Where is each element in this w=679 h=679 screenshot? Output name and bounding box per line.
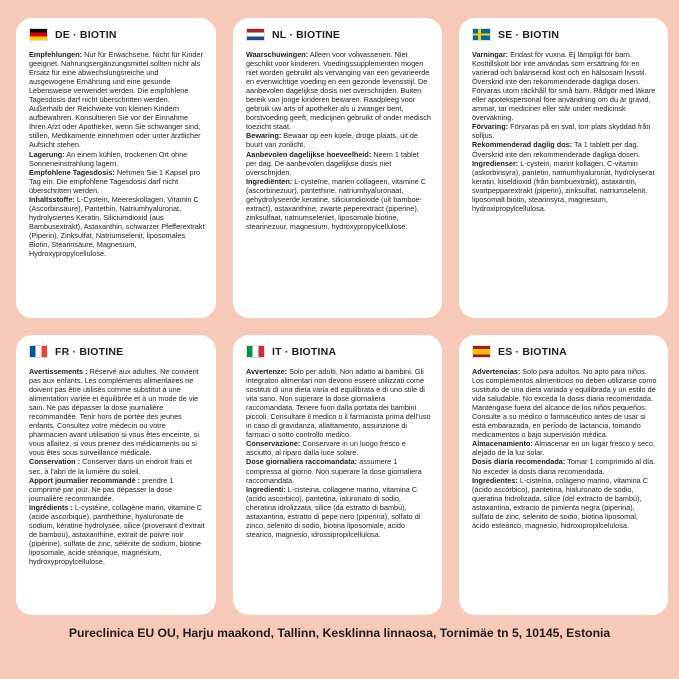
section-dosage	[29, 476, 205, 503]
section-label: Ingrediënten:	[246, 176, 293, 186]
section-label: Förvaring:	[472, 122, 509, 132]
manufacturer-address: Pureclinica EU OU, Harju maakond, Tallinn, Kesklinna linnaosa, Tornimäe tn 5, 10145, Estonia	[68, 626, 611, 640]
section-storage	[29, 457, 205, 475]
card-se	[459, 18, 668, 318]
section-text: Nehmen Sie 1 Kapsel pro Tag ein. Die empfohlene Tagesdosis darf nicht überschritten werden.	[29, 167, 201, 195]
section-storage	[246, 439, 431, 457]
card-header	[29, 28, 205, 41]
section-text: An einem kühlen, trockenen Ort ohne Sonneneinstrahlung lagern.	[29, 149, 188, 168]
section-label: Empfehlungen:	[29, 50, 83, 59]
card-title: NL · BIOTINE	[272, 28, 341, 41]
section-dosage	[246, 457, 431, 484]
section-label: Conservazione:	[246, 439, 301, 449]
sweden-flag-icon	[472, 28, 491, 41]
section-text: Conserver dans un endroit frais et sec, à l’abri de la lumière du soleil.	[29, 457, 193, 476]
label-grid	[16, 18, 666, 614]
section-storage	[472, 439, 657, 457]
section-dosage	[472, 457, 657, 475]
section-warnings	[29, 367, 205, 457]
section-label: Bewaring:	[246, 131, 282, 141]
section-warnings	[29, 50, 205, 150]
section-label: Waarschuwingen:	[246, 50, 309, 59]
section-label: Lagerung:	[29, 149, 65, 159]
card-text	[246, 367, 431, 539]
card-header	[29, 345, 205, 358]
section-ingredients	[472, 159, 657, 213]
section-label: Dose giornaliera raccomandata:	[246, 457, 358, 467]
section-text: assumere 1 compressa al giorno. Non superare la dose giornaliera raccomandata.	[246, 457, 422, 485]
section-warnings	[246, 50, 431, 131]
section-text: L-Cystein, Meereskollagen, Vitamin C (Ascorbinsäure), Pantethin, Natriumhyaluronat, hydrolysiertes Keratin, Siliciumdioxid (aus Bambusextrakt), Astaxanthin, schwarzer Pfefferextrakt (Piperin), Zinksulfat, Natriumselenit, liposomales Biotin, Stearinsäure, Magnesium, Hydroxypropylcellulose.	[29, 194, 205, 259]
section-label: Dosis diaria recomendada:	[472, 457, 566, 467]
section-storage	[246, 131, 431, 149]
section-label: Conservation :	[29, 457, 81, 467]
section-warnings	[472, 367, 657, 439]
section-dosage	[29, 168, 205, 195]
card-title: FR · BIOTINE	[55, 345, 124, 358]
section-text: prendre 1 comprimé par jour. Ne pas dépasser la dose journalière recommandée.	[29, 475, 174, 503]
spain-flag-icon	[472, 345, 491, 358]
section-storage	[472, 122, 657, 140]
section-warnings	[472, 50, 657, 122]
section-text: Förvaras på en sval, torr plats skyddad från solljus.	[472, 122, 651, 141]
section-text: Alleen voor volwassenen. Niet geschikt voor kinderen. Voedingssupplementen mogen niet worden gebruikt als vervanging van een gevarieerde en evenwichtige voeding en een gezonde levensstijl. De aanbevolen dagelijkse dosis niet overschrijden. Buiten bereik van jonge kinderen bewaren. Raadpleeg voor gebruik uw arts of apotheker als u zwanger bent, borstvoeding geeft, medicijnen gebruikt of onder medisch toezicht staat.	[246, 50, 431, 132]
section-ingredients	[472, 476, 657, 530]
section-text: Solo para adultos. No apto para niños. Los complementos alimenticios no deben utilizarse como sustituto de una dieta variada y equilibrada y un estilo de vida saludable. No exceda la dosis diaria recomendada. Manténgase fuera del alcance de los niños pequeños. Consulte a su médico o farmacéutico antes de usar si está embarazada, en período de lactancia, tomando medicamentos o bajo supervisión médica.	[472, 367, 657, 440]
section-text: Réservé aux adultes. Ne convient pas aux enfants. Les compléments alimentaires ne doivent pas être utilisés comme substitut à une alimentation variée et équilibrée et à un mode de vie sain. Ne pas dépasser la dose journalière recommandée. Tenir hors de portée des jeunes enfants. Consultez votre médecin ou votre pharmacien avant utilisation si vous êtes enceinte, si vous allaitez, si vous prenez des médicaments ou si vous êtes sous surveillance médicale.	[29, 367, 199, 458]
section-label: Empfohlene Tagesdosis:	[29, 167, 115, 177]
section-storage	[29, 150, 205, 168]
card-es	[459, 335, 668, 615]
section-label: Avvertenze:	[246, 367, 288, 376]
section-text: Nur für Erwachsene. Nicht für Kinder geeignet. Nahrungsergänzungsmittel sollten nicht als Ersatz für eine abwechslungsreiche und ausgewogene Ernährung und eine gesunde Lebensweise verwendet werden. Die empfohlene Tagesdosis darf nicht überschritten werden. Außerhalb der Reichweite von kleinen Kindern aufbewahren. Konsultieren Sie vor der Einnahme Ihren Arzt oder Apotheker, wenn Sie schwanger sind, stillen, Medikamente einnehmen oder unter ärztlicher Aufsicht stehen.	[29, 50, 203, 150]
section-label: Ingredienser:	[472, 158, 519, 168]
section-text: L-cystéine, collagène marin, vitamine C (acide ascorbique), panthéthine, hyaluronate de sodium, kératine hydrolysée, silice (provenant d’extrait de bambou), astaxanthine, extrait de poivre noir (pipérine), sulfate de zinc, sélénite de sodium, biotine liposomale, acide stéarique, magnésium, hydroxypropylcellulose.	[29, 502, 205, 566]
section-text: L-cisteína, colágeno marino, vitamina C (ácido ascórbico), pantetina, hialuronato de sodio, queratina hidrolizada, sílice (del extracto de bambú), astaxantina, extracto de pimienta negra (piperina), sulfato de zinc, selenito de sodio, biotina liposomal, ácido esteárico, magnesio, hidroxipropilcelulosa.	[472, 475, 649, 530]
section-label: Inhaltsstoffe:	[29, 194, 75, 204]
section-ingredients	[246, 177, 431, 231]
section-text: Endast för vuxna. Ej lämpligt för barn. Kosttillskott bör inte användas som ersättning för en varierad och balanserad kost och en hälsosam livsstil. Överskrid inte den rekommenderade dagliga dosen. Förvaras utom räckhåll för små barn. Rådgör med läkare eller apotekspersonal före användning om du är gravid, ammar, tar mediciner eller står under medicinsk övervakning.	[472, 50, 656, 123]
italy-flag-icon	[246, 345, 265, 358]
section-label: Aanbevolen dagelijkse hoeveelheid:	[246, 149, 372, 159]
section-ingredients	[29, 503, 205, 566]
section-label: Varningar:	[472, 50, 509, 59]
section-ingredients	[246, 485, 431, 539]
card-text	[246, 50, 431, 231]
section-text: L-cystein, marint kollagen, C-vitamin (askorbinsyra), pantetin, natriumhyaluronat, hydrolyserat keratin, kiseldioxid (från bambuextrakt), astaxantin, svartpepparextrakt (piperin), zinksulfat, natriumselenit, liposomalt biotin, stearinsyra, magnesium, hydroxipropylcellulosa.	[472, 158, 655, 213]
section-label: Ingrédients :	[29, 502, 73, 512]
card-it	[233, 335, 442, 615]
section-text: Solo per adulti. Non adatto ai bambini. Gli integratori alimentari non devono essere utilizzati come sostituti di una dieta varia ed equilibrata e di uno stile di vita sano. Non superare la dose giornaliera raccomandata. Tenere fuori dalla portata dei bambini piccoli. Consultare il medico o il farmacista prima dell’uso in caso di gravidanza, allattamento, assunzione di farmaci o sotto controllo medico.	[246, 367, 431, 440]
section-text: L-cisteina, collagene marino, vitamina C (acido ascorbico), pantetina, ialuronato di sodio, cheratina idrolizzata, silice (da estratto di bambù), astaxantina, estratto di pepe nero (piperina), solfato di zinco, selenito di sodio, biotina liposomiale, acido stearico, magnesio, idrossipropilcellulosa.	[246, 484, 421, 539]
section-ingredients	[29, 195, 205, 258]
section-label: Ingredienti:	[246, 484, 286, 494]
card-header	[472, 345, 657, 358]
section-label: Avertissements :	[29, 367, 88, 376]
section-text: Tomar 1 comprimido al día. No exceder la dosis diaria recomendada.	[472, 457, 656, 476]
card-title: DE · BIOTIN	[55, 28, 117, 41]
card-nl	[233, 18, 442, 318]
card-title: SE · BIOTIN	[498, 28, 560, 41]
card-text	[472, 50, 657, 213]
card-fr	[16, 335, 216, 615]
section-warnings	[246, 367, 431, 439]
section-label: Apport journalier recommandé :	[29, 475, 141, 485]
netherlands-flag-icon	[246, 28, 265, 41]
germany-flag-icon	[29, 28, 48, 41]
section-label: Advertencias:	[472, 367, 521, 376]
card-de	[16, 18, 216, 318]
section-text: Bewaar op een koele, droge plaats, uit de buurt van zonlicht.	[246, 131, 418, 150]
card-text	[29, 50, 205, 258]
card-text	[472, 367, 657, 530]
card-title: ES · BIOTINA	[498, 345, 567, 358]
section-dosage	[472, 140, 657, 158]
card-header	[246, 28, 431, 41]
section-label: Rekommenderad daglig dos:	[472, 140, 573, 150]
section-text: L-cysteïne, marien collageen, vitamine C (ascorbinezuur), pantethine, natriumhyaluronaat, gehydrolyseerde keratine, siliciumdioxide (uit bamboe-extract), astaxanthine, zwarte peperextract (piperine), zinksulfaat, natriumseleniet, liposomale biotine, stearinezuur, magnesium, hydroxypropylcellulose.	[246, 176, 427, 231]
france-flag-icon	[29, 345, 48, 358]
card-header	[246, 345, 431, 358]
section-text: Almacenar en un lugar fresco y seco, alejado de la luz solar.	[472, 439, 655, 458]
section-text: Conservare in un luogo fresco e asciutto, al riparo dalla luce solare.	[246, 439, 406, 458]
card-text	[29, 367, 205, 566]
section-label: Almacenamiento:	[472, 439, 533, 449]
section-dosage	[246, 150, 431, 177]
section-label: Ingredientes:	[472, 475, 518, 485]
card-title: IT · BIOTINA	[272, 345, 337, 358]
section-text: Neem 1 tablet per dag. De aanbevolen dagelijkse dosis niet overschrijden.	[246, 149, 419, 177]
card-header	[472, 28, 657, 41]
section-text: Ta 1 tablett per dag. Överskrid inte den rekommenderade dagliga dosen.	[472, 140, 640, 159]
